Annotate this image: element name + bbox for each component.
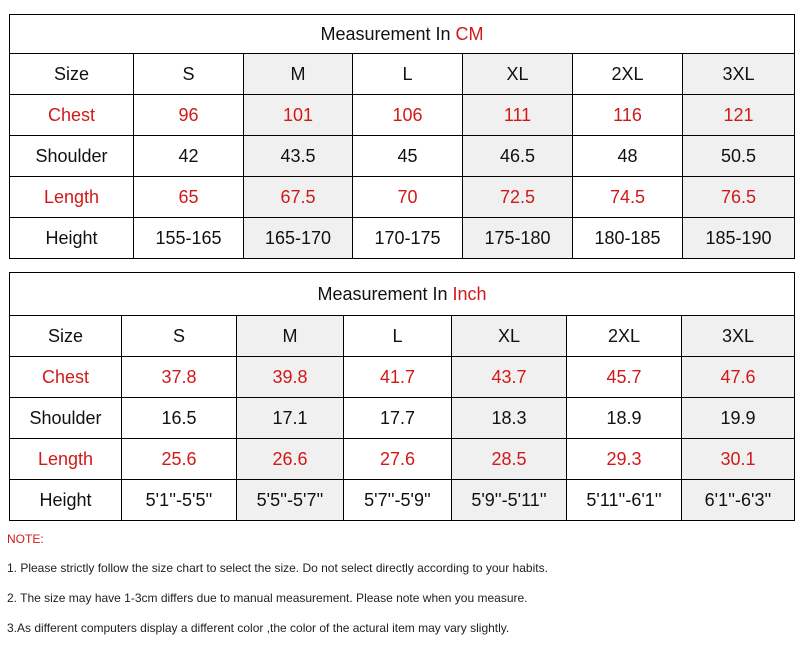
cm-title-unit: CM <box>455 23 484 44</box>
cm-row-label-length: Length <box>10 177 134 218</box>
inch-cell-length-l: 27.6 <box>344 439 452 480</box>
cm-cell-shoulder-2xl: 48 <box>573 136 683 177</box>
cm-header-row <box>10 54 795 95</box>
inch-table-body <box>10 273 795 521</box>
notes-section <box>7 532 793 651</box>
cm-cell-shoulder-m: 43.5 <box>244 136 353 177</box>
inch-cell-height-3xl: 6'1''-6'3'' <box>682 480 795 521</box>
inch-cell-chest-xl: 43.7 <box>452 357 567 398</box>
cm-table-body <box>10 15 795 259</box>
cm-cell-chest-xl: 111 <box>463 95 573 136</box>
cm-row-shoulder <box>10 136 795 177</box>
inch-cell-length-2xl: 29.3 <box>567 439 682 480</box>
inch-table-title <box>10 273 795 316</box>
cm-cell-shoulder-xl: 46.5 <box>463 136 573 177</box>
inch-header-size-label: Size <box>10 316 122 357</box>
cm-cell-height-2xl: 180-185 <box>573 218 683 259</box>
cm-cell-chest-2xl: 116 <box>573 95 683 136</box>
inch-row-height <box>10 480 795 521</box>
inch-cell-chest-m: 39.8 <box>237 357 344 398</box>
inch-row-shoulder <box>10 398 795 439</box>
inch-cell-height-l: 5'7''-5'9'' <box>344 480 452 521</box>
inch-header-size-s: S <box>122 316 237 357</box>
inch-title-prefix: Measurement In <box>317 283 453 304</box>
cm-row-height <box>10 218 795 259</box>
inch-cell-shoulder-m: 17.1 <box>237 398 344 439</box>
cm-cell-length-xl: 72.5 <box>463 177 573 218</box>
cm-title-row <box>10 15 795 54</box>
cm-cell-length-s: 65 <box>134 177 244 218</box>
cm-cell-length-2xl: 74.5 <box>573 177 683 218</box>
cm-row-label-height: Height <box>10 218 134 259</box>
inch-header-row <box>10 316 795 357</box>
cm-header-size-l: L <box>353 54 463 95</box>
cm-row-label-chest: Chest <box>10 95 134 136</box>
inch-cell-chest-3xl: 47.6 <box>682 357 795 398</box>
cm-row-chest <box>10 95 795 136</box>
inch-header-size-2xl: 2XL <box>567 316 682 357</box>
cm-title-prefix: Measurement In <box>320 23 456 44</box>
inch-cell-height-m: 5'5''-5'7'' <box>237 480 344 521</box>
cm-cell-chest-3xl: 121 <box>683 95 795 136</box>
note-heading: NOTE: <box>7 532 44 546</box>
cm-header-size-xl: XL <box>463 54 573 95</box>
cm-cell-chest-m: 101 <box>244 95 353 136</box>
cm-cell-shoulder-l: 45 <box>353 136 463 177</box>
cm-cell-length-l: 70 <box>353 177 463 218</box>
inch-row-chest <box>10 357 795 398</box>
inch-cell-length-m: 26.6 <box>237 439 344 480</box>
inch-header-size-l: L <box>344 316 452 357</box>
cm-header-size-m: M <box>244 54 353 95</box>
cm-cell-height-3xl: 185-190 <box>683 218 795 259</box>
cm-header-size-3xl: 3XL <box>683 54 795 95</box>
cm-row-length <box>10 177 795 218</box>
inch-row-label-length: Length <box>10 439 122 480</box>
inch-cell-height-s: 5'1''-5'5'' <box>122 480 237 521</box>
cm-cell-height-xl: 175-180 <box>463 218 573 259</box>
cm-table-title <box>10 15 795 54</box>
inch-cell-shoulder-2xl: 18.9 <box>567 398 682 439</box>
cm-cell-length-m: 67.5 <box>244 177 353 218</box>
note-item-1: 1. Please strictly follow the size chart to select the size. Do not select directly according to your habits. <box>7 561 548 575</box>
cm-cell-length-3xl: 76.5 <box>683 177 795 218</box>
inch-row-label-height: Height <box>10 480 122 521</box>
cm-cell-height-l: 170-175 <box>353 218 463 259</box>
inch-header-size-xl: XL <box>452 316 567 357</box>
inch-header-size-3xl: 3XL <box>682 316 795 357</box>
note-item-2: 2. The size may have 1-3cm differs due to manual measurement. Please note when you measure. <box>7 591 528 605</box>
cm-cell-shoulder-s: 42 <box>134 136 244 177</box>
note-item-3: 3.As different computers display a different color ,the color of the actural item may vary slightly. <box>7 621 510 635</box>
cm-cell-height-s: 155-165 <box>134 218 244 259</box>
inch-row-label-chest: Chest <box>10 357 122 398</box>
inch-cell-chest-2xl: 45.7 <box>567 357 682 398</box>
inch-cell-shoulder-xl: 18.3 <box>452 398 567 439</box>
inch-cell-length-s: 25.6 <box>122 439 237 480</box>
inch-cell-chest-s: 37.8 <box>122 357 237 398</box>
cm-header-size-2xl: 2XL <box>573 54 683 95</box>
cm-size-table <box>9 14 795 259</box>
inch-cell-height-xl: 5'9''-5'11'' <box>452 480 567 521</box>
cm-cell-shoulder-3xl: 50.5 <box>683 136 795 177</box>
inch-cell-chest-l: 41.7 <box>344 357 452 398</box>
cm-header-size-s: S <box>134 54 244 95</box>
cm-cell-chest-s: 96 <box>134 95 244 136</box>
inch-cell-length-3xl: 30.1 <box>682 439 795 480</box>
inch-cell-length-xl: 28.5 <box>452 439 567 480</box>
inch-cell-shoulder-s: 16.5 <box>122 398 237 439</box>
inch-cell-height-2xl: 5'11''-6'1'' <box>567 480 682 521</box>
inch-cell-shoulder-3xl: 19.9 <box>682 398 795 439</box>
cm-row-label-shoulder: Shoulder <box>10 136 134 177</box>
inch-header-size-m: M <box>237 316 344 357</box>
inch-size-table <box>9 272 795 521</box>
cm-header-size-label: Size <box>10 54 134 95</box>
inch-row-label-shoulder: Shoulder <box>10 398 122 439</box>
cm-cell-chest-l: 106 <box>353 95 463 136</box>
inch-title-row <box>10 273 795 316</box>
inch-cell-shoulder-l: 17.7 <box>344 398 452 439</box>
cm-cell-height-m: 165-170 <box>244 218 353 259</box>
inch-row-length <box>10 439 795 480</box>
inch-title-unit: Inch <box>452 283 487 304</box>
